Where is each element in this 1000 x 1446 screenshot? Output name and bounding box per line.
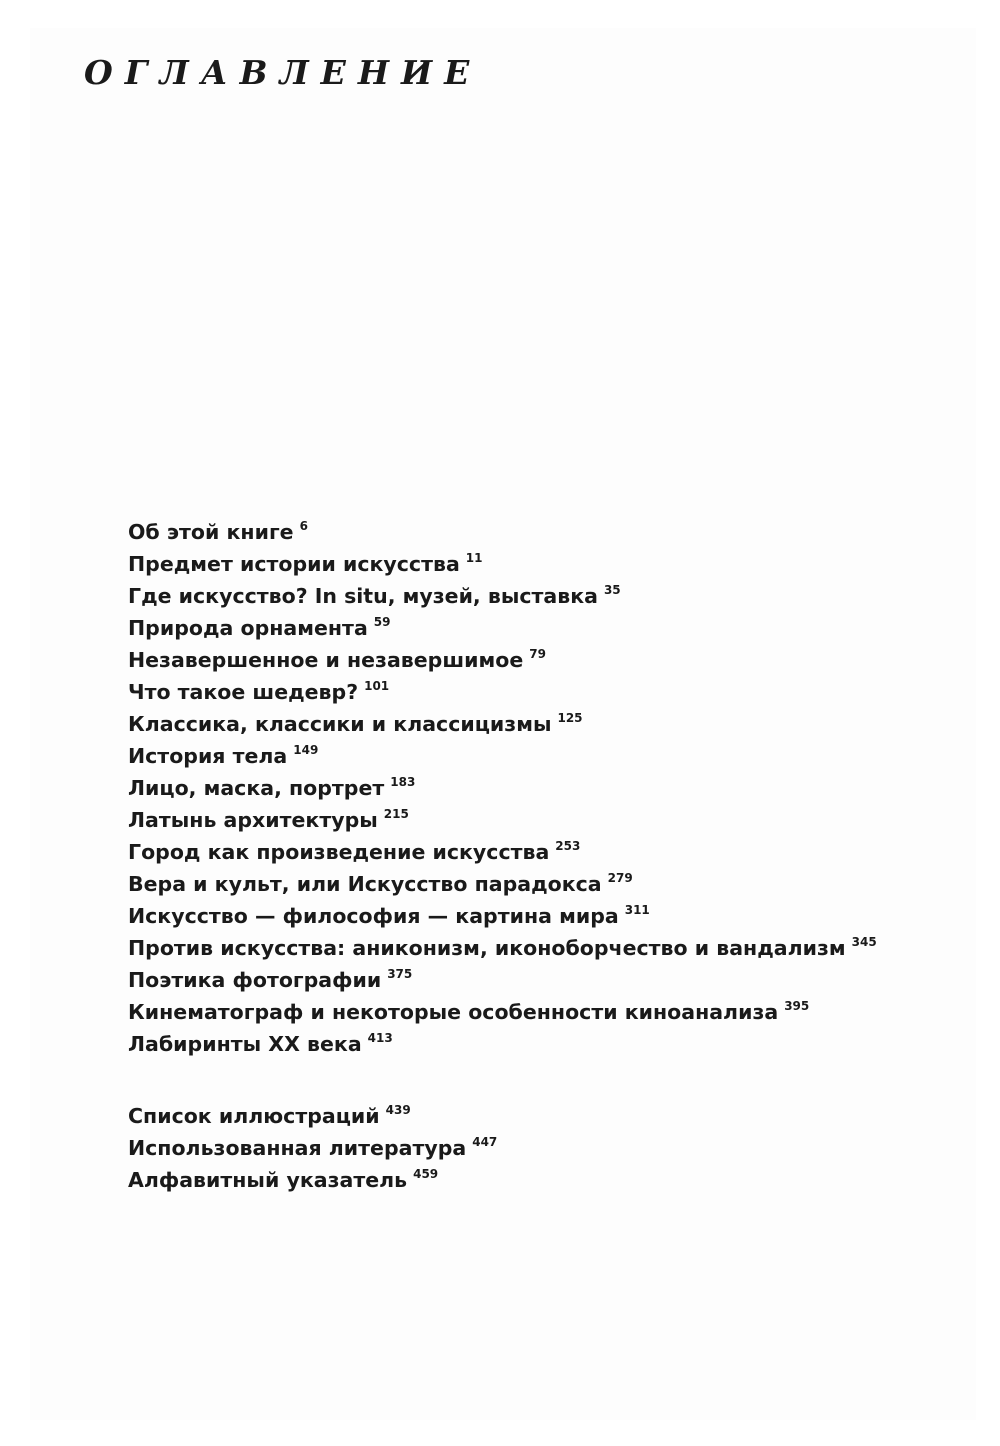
toc-entry-label: История тела xyxy=(128,744,288,768)
toc-entry-label: Алфавитный указатель xyxy=(128,1168,408,1192)
toc-page-number: 447 xyxy=(472,1135,498,1149)
toc-entry-label: Список иллюстраций xyxy=(128,1104,380,1128)
toc-entry xyxy=(128,612,888,644)
toc-page-number: 375 xyxy=(387,967,413,981)
toc-entry xyxy=(128,996,888,1028)
toc-entry-label: Где искусство? In situ, музей, выставка xyxy=(128,584,598,608)
toc-entry xyxy=(128,868,888,900)
toc-page-number: 253 xyxy=(555,839,581,853)
toc-entry xyxy=(128,740,888,772)
toc-page-number: 279 xyxy=(607,871,633,885)
toc-page-number: 35 xyxy=(603,583,621,597)
back-matter-list xyxy=(128,1100,888,1196)
toc-entry xyxy=(128,676,888,708)
toc-entry xyxy=(128,708,888,740)
toc-entry-label: Искусство — философия — картина мира xyxy=(128,904,619,928)
toc-page-number: 11 xyxy=(465,551,483,565)
toc-entry-label: Предмет истории искусства xyxy=(128,552,460,576)
toc-entry xyxy=(128,644,888,676)
toc-page-number: 6 xyxy=(299,519,308,533)
toc-page-number: 215 xyxy=(383,807,409,821)
toc-entry xyxy=(128,836,888,868)
toc-entry xyxy=(128,804,888,836)
toc-entry-label: Что такое шедевр? xyxy=(128,680,359,704)
toc-page-number: 311 xyxy=(624,903,650,917)
table-of-contents xyxy=(128,516,888,1060)
toc-entry-label: Город как произведение искусства xyxy=(128,840,550,864)
toc-entry xyxy=(128,900,888,932)
toc-entry-label: Незавершенное и незавершимое xyxy=(128,648,524,672)
toc-entry-label: Классика, классики и классицизмы xyxy=(128,712,552,736)
toc-entry xyxy=(128,932,888,964)
toc-page-number: 79 xyxy=(529,647,546,661)
toc-entry xyxy=(128,580,888,612)
toc-page-number: 149 xyxy=(293,743,319,757)
toc-entry xyxy=(128,516,888,548)
toc-page-number: 183 xyxy=(390,775,416,789)
toc-entry xyxy=(128,1028,888,1060)
toc-entry xyxy=(128,548,888,580)
toc-entry-label: Поэтика фотографии xyxy=(128,968,382,992)
toc-page-number: 125 xyxy=(557,711,583,725)
toc-page-number: 395 xyxy=(784,999,810,1013)
toc-entry-label: Использованная литература xyxy=(128,1136,467,1160)
toc-page-number: 439 xyxy=(385,1103,411,1117)
toc-entry-label: Лицо, маска, портрет xyxy=(128,776,385,800)
toc-entry xyxy=(128,1100,888,1132)
toc-entry-label: Об этой книге xyxy=(128,520,294,544)
toc-entry-label: Кинематограф и некоторые особенности киноанализа xyxy=(128,1000,779,1024)
toc-entry xyxy=(128,964,888,996)
toc-entry xyxy=(128,1164,888,1196)
toc-page-number: 345 xyxy=(851,935,877,949)
toc-entry-label: Вера и культ, или Искусство парадокса xyxy=(128,872,602,896)
page-title: ОГЛАВЛЕНИЕ xyxy=(84,53,482,92)
toc-entry xyxy=(128,772,888,804)
toc-page-number: 413 xyxy=(367,1031,393,1045)
toc-entry-label: Латынь архитектуры xyxy=(128,808,378,832)
toc-page-number: 101 xyxy=(364,679,390,693)
toc-page-number: 459 xyxy=(413,1167,439,1181)
toc-entry-label: Лабиринты XX века xyxy=(128,1032,362,1056)
toc-entry xyxy=(128,1132,888,1164)
toc-page-number: 59 xyxy=(373,615,391,629)
toc-entry-label: Природа орнамента xyxy=(128,616,368,640)
toc-entry-label: Против искусства: аниконизм, иконоборчество и вандализм xyxy=(128,936,846,960)
